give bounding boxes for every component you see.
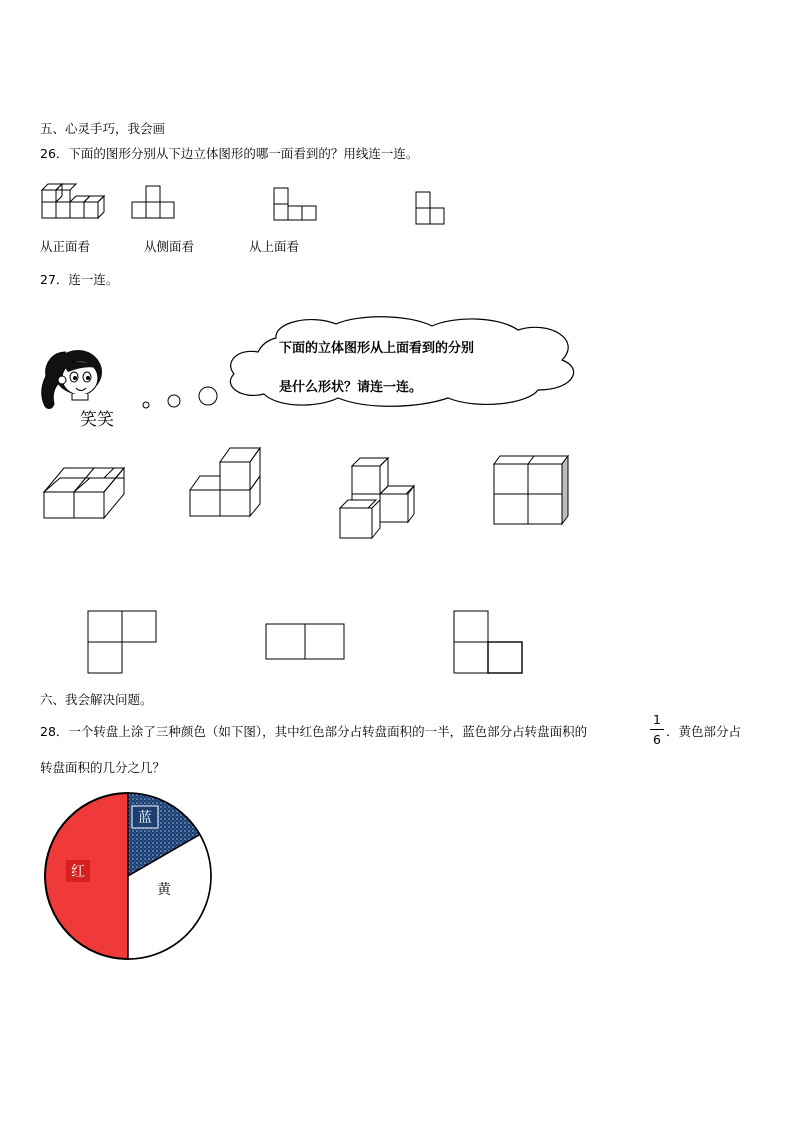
q26-figure-1 — [40, 182, 100, 222]
section6-heading: 六、我会解决问题。 — [40, 692, 153, 707]
q26-figure-3 — [270, 182, 320, 222]
solid-figure-4 — [490, 454, 570, 534]
q28-text-before: 28．一个转盘上涂了三种颜色（如下图），其中红色部分占转盘面积的一半，蓝色部分占转盘面积的 — [40, 724, 588, 739]
fraction-denominator: 6 — [653, 732, 661, 747]
solid-figure-1 — [40, 460, 130, 540]
q26-figure-2 — [128, 182, 178, 222]
thought-cloud — [218, 312, 588, 412]
top-view-1 — [86, 609, 158, 675]
thought-bubbles — [138, 384, 228, 414]
q26-label-side: 从侧面看 — [144, 239, 195, 254]
q26-label-front: 从正面看 — [40, 239, 91, 254]
top-view-3 — [452, 609, 524, 675]
label-red: 红 — [71, 864, 85, 880]
q28-fraction — [650, 712, 664, 747]
top-view-2 — [264, 622, 346, 662]
solid-figure-3 — [336, 452, 426, 542]
q28-text — [40, 724, 587, 740]
q28-line2: 转盘面积的几分之几？ — [40, 760, 166, 775]
q27-text: 27．连一连。 — [40, 272, 119, 287]
q26-figure-4 — [412, 184, 452, 224]
q28-text-after: ．黄色部分占 — [666, 724, 742, 739]
q26-label-top: 从上面看 — [249, 239, 300, 254]
cloud-line1: 下面的立体图形从上面看到的分别 — [279, 341, 475, 356]
label-yellow: 黄 — [157, 882, 171, 898]
spinner-pie — [40, 790, 220, 960]
q26-text: 26．下面的图形分别从下边立体图形的哪一面看到的？用线连一连。 — [40, 146, 419, 161]
section5-heading: 五、心灵手巧，我会画 — [40, 121, 166, 136]
label-blue: 蓝 — [138, 810, 152, 826]
character-name: 笑笑 — [80, 410, 114, 430]
fraction-numerator: 1 — [653, 712, 661, 727]
cloud-line2: 是什么形状？请连一连。 — [279, 380, 423, 395]
solid-figure-2 — [186, 444, 266, 524]
